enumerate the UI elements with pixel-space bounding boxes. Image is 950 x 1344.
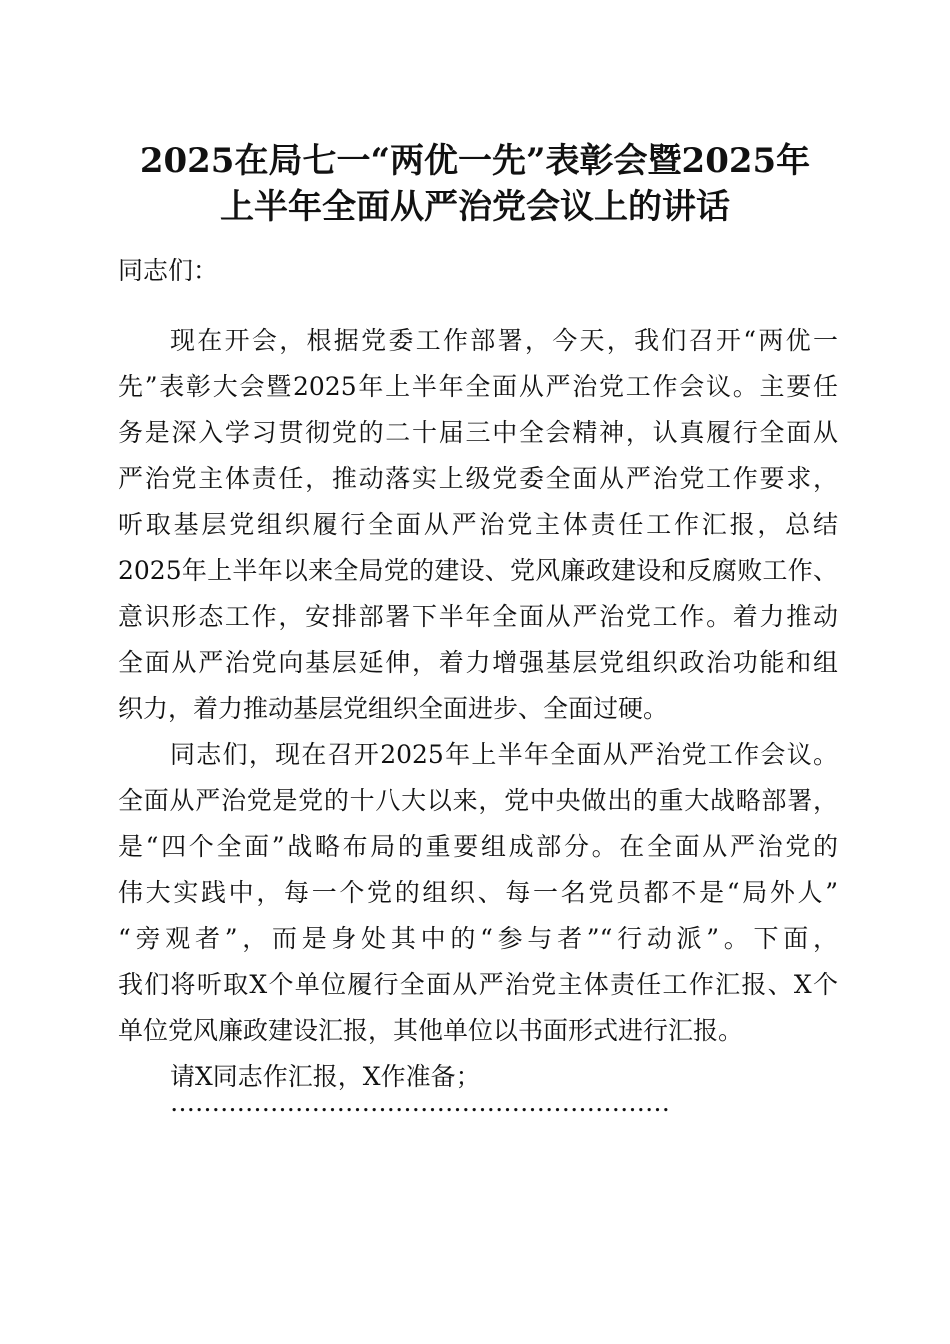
paragraph-1-line: 先”表彰大会暨2025年上半年全面从严治党工作会议。主要任 [118, 372, 838, 401]
paragraph-2-line: 伟大实践中，每一个党的组织、每一名党员都不是“局外人” [118, 878, 838, 907]
document-title-line-2: 上半年全面从严治党会议上的讲话 [220, 187, 730, 227]
paragraph-1-line: 听取基层党组织履行全面从严治党主体责任工作汇报，总结 [118, 510, 838, 539]
paragraph-2-line: 是“四个全面”战略布局的重要组成部分。在全面从严治党的 [118, 832, 838, 861]
paragraph-1-line: 现在开会，根据党委工作部署，今天，我们召开“两优一 [170, 326, 838, 355]
document-title-line-1: 2025在局七一“两优一先”表彰会暨2025年 [139, 141, 811, 181]
paragraph-2-line: 全面从严治党是党的十八大以来，党中央做出的重大战略部署， [118, 786, 838, 815]
paragraph-1-line: 意识形态工作，安排部署下半年全面从严治党工作。着力推动 [118, 602, 838, 631]
paragraph-3: 请X同志作汇报，X作准备； [170, 1062, 481, 1091]
paragraph-1-line: 织力，着力推动基层党组织全面进步、全面过硬。 [118, 694, 669, 723]
paragraph-1-line: 务是深入学习贯彻党的二十届三中全会精神，认真履行全面从 [118, 418, 838, 447]
paragraph-2-line: 单位党风廉政建设汇报，其他单位以书面形式进行汇报。 [118, 1016, 744, 1045]
paragraph-2-line: 我们将听取X个单位履行全面从严治党主体责任工作汇报、X个 [118, 970, 838, 999]
salutation: 同志们： [118, 256, 219, 285]
paragraph-2-line: “旁观者”，而是身处其中的“参与者”“行动派”。下面， [118, 924, 838, 953]
paragraph-1-line: 2025年上半年以来全局党的建设、党风廉政建设和反腐败工作、 [118, 556, 838, 585]
paragraph-1-line: 严治党主体责任，推动落实上级党委全面从严治党工作要求， [118, 464, 838, 493]
paragraph-2-line: 同志们，现在召开2025年上半年全面从严治党工作会议。 [170, 740, 838, 769]
paragraph-1-line: 全面从严治党向基层延伸，着力增强基层党组织政治功能和组 [118, 648, 838, 677]
ellipsis-line: …………………………………………………… [170, 1088, 670, 1117]
